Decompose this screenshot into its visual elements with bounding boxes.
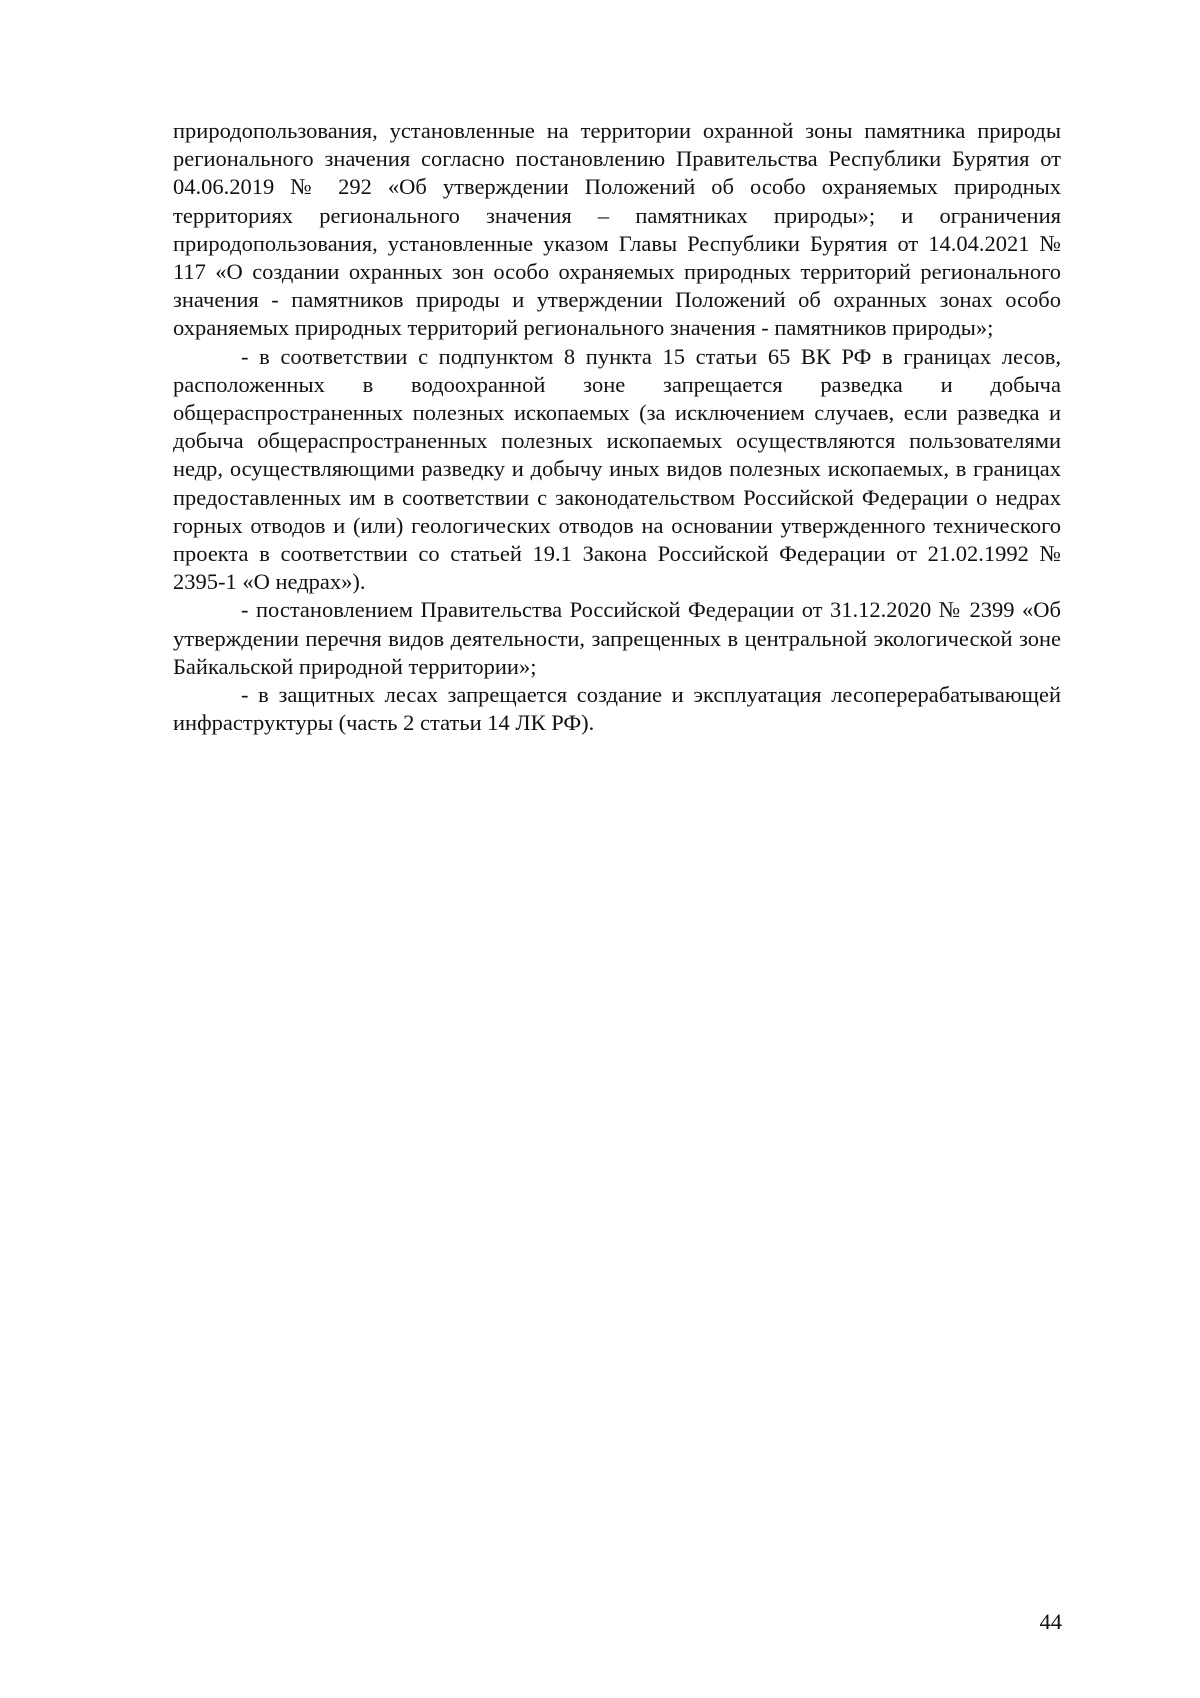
page-number: 44	[1039, 1609, 1062, 1634]
paragraph-protective-forests: - в защитных лесах запрещается создание и эксплуатация лесоперерабатывающей инфраструктуры (часть 2 статьи 14 ЛК РФ).	[173, 682, 1061, 736]
paragraph-continuation: природопользования, установленные на территории охранной зоны памятника природы регионального значения согласно постановлению Правительства Республики Бурятия от 04.06.2019 № 292 «Об утверждении Положений об особо охраняемых природных территориях регионального значения – памятниках природы»; и ограничения природопользования, установленные указом Главы Республики Бурятия от 14.04.2021 № 117 «О создании охранных зон особо охраняемых природных территорий регионального значения - памятников природы и утверждении Положений об охранных зонах особо охраняемых природных территорий регионального значения - памятников природы»;	[173, 118, 1061, 341]
document-body	[173, 117, 1061, 737]
paragraph-government-decree: - постановлением Правительства Российской Федерации от 31.12.2020 № 2399 «Об утверждении перечня видов деятельности, запрещенных в центральной экологической зоне Байкальской природной территории»;	[173, 597, 1061, 679]
paragraph-water-code: - в соответствии с подпунктом 8 пункта 15 статьи 65 ВК РФ в границах лесов, расположенных в водоохранной зоне запрещается разведка и добыча общераспространенных полезных ископаемых (за исключением случаев, если разведка и добыча общераспространенных полезных ископаемых осуществляются пользователями недр, осуществляющими разведку и добычу иных видов полезных ископаемых, в границах предоставленных им в соответствии с законодательством Российской Федерации о недрах горных отводов и (или) геологических отводов на основании утвержденного технического проекта в соответствии со статьей 19.1 Закона Российской Федерации от 21.02.1992 № 2395-1 «О недрах»).	[173, 343, 1061, 595]
